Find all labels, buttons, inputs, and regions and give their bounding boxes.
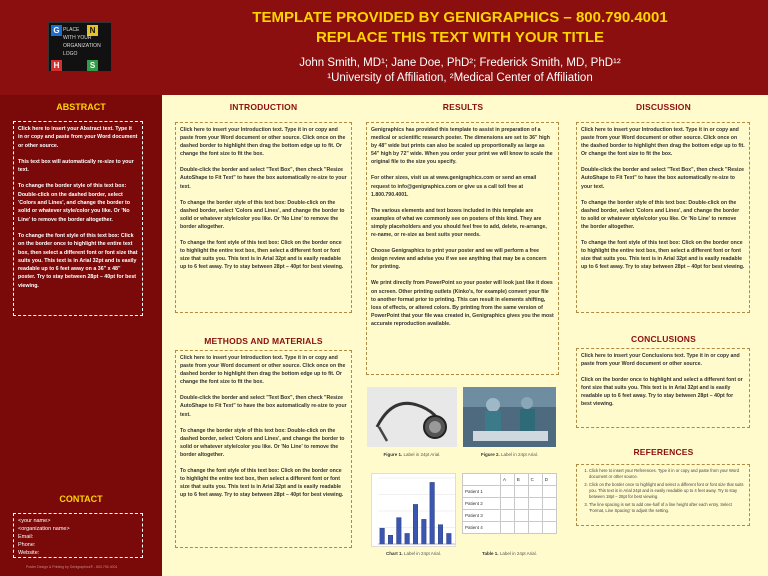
abstract-paragraph: Click here to insert your Abstract text. Type it in or copy and paste from your Word document or other source. bbox=[18, 126, 138, 149]
table-cell bbox=[528, 486, 542, 498]
table-row bbox=[463, 498, 557, 510]
conclusions-heading: CONCLUSIONS bbox=[630, 334, 696, 344]
table-cell bbox=[501, 522, 515, 534]
table-1[interactable] bbox=[462, 473, 557, 534]
reference-item: 3. The line spacing is set to add one-half of a line height after each entry. Select 'Format, Line Spacing' to adjust the setting. bbox=[589, 502, 745, 514]
table-cell: Patient 2 bbox=[463, 498, 501, 510]
figure-2-label: Figure 2. bbox=[480, 452, 500, 457]
table-cell bbox=[528, 498, 542, 510]
table-header-cell: C bbox=[528, 474, 542, 486]
methods-paragraph: Click here to insert your Introduction text. Type it in or copy and paste from your Word document or other source. Click once on the dashed border to highlight then drag the bottom edge up to fit. Or change the font size to fit the box. bbox=[180, 355, 346, 386]
methods-paragraph: Double-click the border and select "Text Box", then check "Resize AutoShape to Fit Text" to have the box automatically re-size to your text. bbox=[180, 395, 347, 418]
discussion-paragraph: To change the font style of this text box: Click on the border once to highlight the entire text box, then select a different font or font size that suits you. This text is in Arial 32pt and is easily readable up to 6 feet away. Try to stay between 28pt – 40pt for best viewing. bbox=[581, 240, 745, 271]
results-heading: RESULTS bbox=[442, 102, 484, 112]
chart-1-label: Chart 1. bbox=[385, 551, 403, 556]
reference-item: 1. Click here to insert your References. Type it in or copy and paste from your Word document or other source. bbox=[589, 468, 745, 480]
chart-1-caption: Label in 24pt Arial. bbox=[404, 551, 442, 556]
table-cell bbox=[514, 498, 528, 510]
results-paragraph: Genigraphics has provided this template to assist in preparation of a medical or scientific research poster. The dimensions are set to 36" high by 48" wide but prints can also be scaled up proportionally as large as 54" high by 72" wide. When you order your print we will know to scale the original file to the size you specify. bbox=[371, 127, 553, 166]
abstract-heading: ABSTRACT bbox=[56, 102, 106, 112]
left-sidebar bbox=[0, 95, 162, 576]
poster-body bbox=[162, 95, 768, 576]
title-line-2: REPLACE THIS TEXT WITH YOUR TITLE bbox=[315, 29, 605, 46]
chart-bar bbox=[430, 482, 435, 544]
contact-name: <your name> bbox=[18, 518, 51, 524]
results-paragraph: For other sizes, visit us at www.genigraphics.com or send an email request to info@genigraphics.com or give us a call toll free at 1.800.790.4001. bbox=[371, 175, 537, 198]
table-cell: Patient 4 bbox=[463, 522, 501, 534]
figure-2-image[interactable] bbox=[463, 387, 556, 447]
reference-item: 2. Click on the border once to highlight and select a different font or font size that suits you. This text is in Arial 24pt and is easily readable up to 4 feet away. Try to stay between 18pt – 28pt for best viewing. bbox=[589, 482, 745, 500]
figure-1-label: Figure 1. bbox=[383, 452, 403, 457]
table-cell bbox=[514, 486, 528, 498]
chart-bar bbox=[422, 519, 427, 544]
footer-credit: Poster Design & Printing by Genigraphics® - 800.790.4001 bbox=[26, 565, 118, 569]
chart-bar bbox=[413, 504, 418, 544]
table-cell bbox=[528, 510, 542, 522]
discussion-paragraph: Click here to insert your Introduction text. Type it in or copy and paste from your Word document or other source. Click once on the dashed border to highlight then drag the bottom edge up to fit. Or change the font size to fit the box. bbox=[581, 127, 745, 158]
contact-organization: <organization name> bbox=[18, 526, 70, 532]
conclusions-text-box[interactable] bbox=[576, 348, 750, 428]
table-header-cell bbox=[463, 474, 501, 486]
figure-1-caption: Label in 24pt Arial. bbox=[403, 452, 441, 457]
introduction-heading: INTRODUCTION bbox=[229, 102, 298, 112]
table-header-cell: B bbox=[514, 474, 528, 486]
chart-bar bbox=[438, 525, 443, 544]
logo-line-3: ORGANIZATION bbox=[63, 43, 101, 49]
contact-phone: Phone: bbox=[18, 542, 36, 548]
table-row bbox=[463, 510, 557, 522]
chart-bar bbox=[380, 528, 385, 544]
logo-letter-s: S bbox=[87, 60, 98, 71]
abstract-paragraph: This text box will automatically re-size to your text. bbox=[18, 158, 134, 174]
methods-text-box[interactable] bbox=[175, 350, 352, 548]
chart-bar bbox=[397, 518, 402, 544]
contact-website: Website: bbox=[18, 550, 40, 556]
chart-bar bbox=[447, 533, 452, 544]
abstract-text-box[interactable] bbox=[13, 121, 143, 316]
logo-placeholder[interactable] bbox=[48, 22, 112, 72]
chart-bar bbox=[388, 535, 393, 544]
results-paragraph: The various elements and text boxes included in this template are examples of what we commonly see on posters of this kind. They are simply placeholders and you should feel free to add, delete, re-arrange, re-name, or re-size as best suits your needs. bbox=[371, 207, 547, 239]
table-cell: Patient 3 bbox=[463, 510, 501, 522]
introduction-paragraph: To change the border style of this text box: Double-click on the dashed border, select 'Colors and Lines', and change the border to solid or whatever style/color you like. Or 'No Line' to remove the border altogether. bbox=[180, 199, 345, 230]
title-line-1: TEMPLATE PROVIDED BY GENIGRAPHICS – 800.790.4001 bbox=[252, 9, 668, 26]
logo-line-1: PLACE bbox=[63, 27, 80, 33]
methods-paragraph: To change the font style of this text box: Click on the border once to highlight the entire text box, then select a different font or font size that suits you. This text is in Arial 32pt and is easily readable up to 6 feet away. Try to stay between 28pt – 40pt for best viewing. bbox=[180, 468, 344, 499]
introduction-text-box[interactable] bbox=[175, 122, 352, 313]
contact-text-box[interactable] bbox=[13, 513, 143, 558]
contact-email: Email: bbox=[18, 534, 34, 540]
logo-letter-g: G bbox=[51, 25, 62, 36]
table-cell bbox=[514, 522, 528, 534]
results-paragraph: We print directly from PowerPoint so your poster will look just like it does on screen. Other printing outlets (Kinko's, for example) convert your file to another format prior to printing. This can result in elements shifting, loss of effects, or altered colors. By printing from the same version of PowerPoint that your file was created in, Genigraphics gives you the most accurate reproduction available. bbox=[371, 280, 554, 327]
logo-letter-h: H bbox=[51, 60, 62, 71]
poster-title[interactable] bbox=[200, 8, 720, 48]
figure-2-caption: Label in 24pt Arial. bbox=[501, 452, 539, 457]
table-row bbox=[463, 486, 557, 498]
abstract-paragraph: To change the font style of this text box: Click on the border once to highlight the entire text box, then select a different font or font size that suits you. This text is in Arial 32pt and is easily readable up to 6 feet away on a 36" x 48" poster. Try to stay between 28pt – 40pt for best viewing. bbox=[18, 232, 138, 289]
conclusions-paragraph: Click on the border once to highlight and select a different font or font size that suits you. This text is in Arial 32pt and is easily readable up to 6 feet away. Try to stay between 28pt – 40pt for best viewing. bbox=[581, 377, 743, 408]
table-cell bbox=[542, 522, 556, 534]
poster-authors[interactable] bbox=[200, 56, 720, 86]
table-header-row bbox=[463, 474, 557, 486]
introduction-paragraph: Click here to insert your Introduction text. Type it in or copy and paste from your Word document or other source. Click once on the dashed border to highlight then drag the bottom edge up to fit. Or change the font size to fit the box. bbox=[180, 127, 346, 158]
affiliations: ¹University of Affiliation, ²Medical Center of Affiliation bbox=[327, 72, 593, 84]
table-cell bbox=[542, 486, 556, 498]
conclusions-paragraph: Click here to insert your Conclusions text. Type it in or copy and paste from your Word document or other source. bbox=[581, 353, 740, 368]
figure-1-image[interactable] bbox=[367, 387, 457, 447]
abstract-paragraph: To change the border style of this text box: Double-click on the dashed border, select 'Colors and Lines', and change the border to solid or whatever style/color you like. Or 'No Line' to remove the border altogether. bbox=[18, 183, 131, 223]
chart-bar bbox=[405, 533, 410, 544]
table-cell bbox=[514, 510, 528, 522]
introduction-paragraph: Double-click the border and select "Text Box", then check "Resize AutoShape to Fit Text" to have the box automatically re-size to your text. bbox=[180, 167, 347, 190]
table-row bbox=[463, 522, 557, 534]
discussion-paragraph: Double-click the border and select "Text Box", then check "Resize AutoShape to Fit Text" to have the box automatically re-size to your text. bbox=[581, 167, 744, 190]
table-cell bbox=[542, 498, 556, 510]
chart-1-svg bbox=[372, 474, 457, 548]
table-cell bbox=[542, 510, 556, 522]
table-cell bbox=[528, 522, 542, 534]
introduction-paragraph: To change the font style of this text box: Click on the border once to highlight the entire text box, then select a different font or font size that suits you. This text is in Arial 32pt and is easily readable up to 6 feet away. Try to stay between 28pt – 40pt for best viewing. bbox=[180, 240, 344, 271]
methods-heading: METHODS AND MATERIALS bbox=[204, 336, 323, 346]
references-heading: REFERENCES bbox=[633, 447, 694, 457]
table-1-label: Table 1. bbox=[482, 551, 499, 556]
table-cell bbox=[501, 486, 515, 498]
contact-heading: CONTACT bbox=[59, 494, 103, 504]
table-1-caption: Label in 24pt Arial. bbox=[499, 551, 537, 556]
table-cell bbox=[501, 498, 515, 510]
author-names: John Smith, MD¹; Jane Doe, PhD²; Frederick Smith, MD, PhD¹² bbox=[299, 57, 621, 69]
table-cell: Patient 1 bbox=[463, 486, 501, 498]
discussion-text-box[interactable] bbox=[576, 122, 750, 313]
poster-header bbox=[0, 0, 768, 95]
table-header-cell: D bbox=[542, 474, 556, 486]
methods-paragraph: To change the border style of this text box: Double-click on the dashed border, select 'Colors and Lines', and change the border to solid or whatever style/color you like. Or 'No Line' to remove the border altogether. bbox=[180, 427, 345, 458]
references-list[interactable] bbox=[576, 464, 750, 526]
results-text-box[interactable] bbox=[366, 122, 559, 375]
chart-1[interactable] bbox=[371, 473, 456, 547]
table-header-cell: A bbox=[501, 474, 515, 486]
results-paragraph: Choose Genigraphics to print your poster and we will perform a free design review and advise you if we see anything that may be a concern for printing. bbox=[371, 248, 547, 271]
logo-letter-n: N bbox=[87, 25, 98, 36]
discussion-heading: DISCUSSION bbox=[636, 102, 691, 112]
logo-line-4: LOGO bbox=[63, 51, 78, 57]
logo-line-2: WITH YOUR bbox=[63, 35, 92, 41]
table-cell bbox=[501, 510, 515, 522]
discussion-paragraph: To change the border style of this text box: Double-click on the dashed border, select 'Colors and Lines', and change the border to solid or whatever style/color you like. Or 'No Line' to remove the border altogether. bbox=[581, 199, 740, 230]
